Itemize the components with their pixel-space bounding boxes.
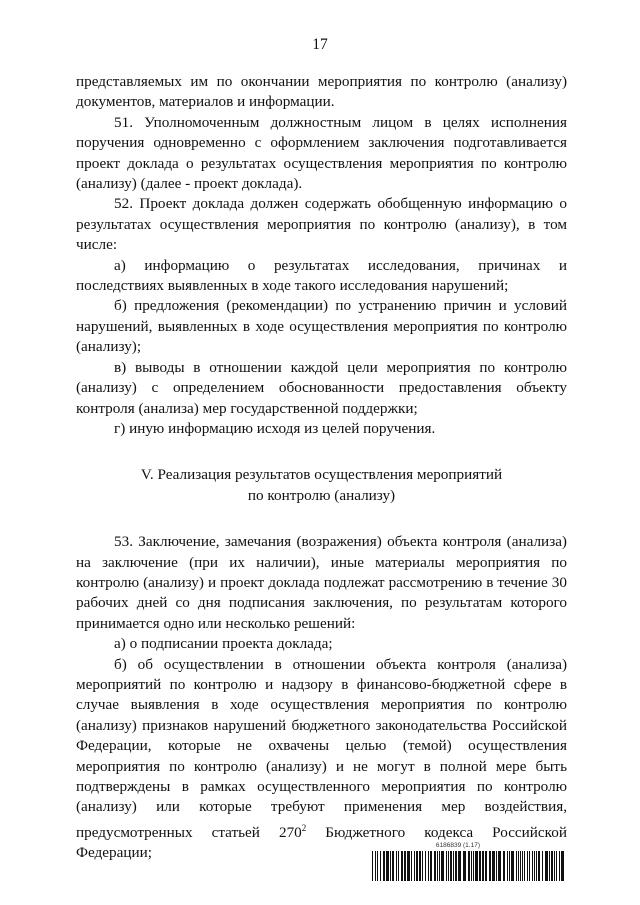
page-number: 17 xyxy=(312,36,328,53)
paragraph-53: 53. Заключение, замечания (возражения) объекта контроля (анализа) на заключение (при их наличии), иные материалы мероприятия по контролю (анализу) и проект доклада подлежат рассмотрению в течение 30 рабочих дней со дня подписания заключения, по результатам которого принимается одно или несколько решений: xyxy=(76,533,567,632)
paragraph-53-b-tail: Бюджетного кодекса Российской Федерации; xyxy=(76,823,568,862)
paragraph-52-a: а) информацию о результатах исследования, причинах и последствиях выявленных в ходе такого исследования нарушений; xyxy=(76,256,567,295)
paragraph-continuation: представляемых им по окончании мероприятия по контролю (анализу) документов, материалов и информации. xyxy=(76,73,567,111)
paragraph-52: 52. Проект доклада должен содержать обобщенную информацию о результатах осуществления мероприятия по контролю (анализу), в том числе: xyxy=(76,195,567,254)
document-body xyxy=(76,72,567,864)
paragraph-53-a: а) о подписании проекта доклада; xyxy=(114,635,333,653)
paragraph-52-v: в) выводы в отношении каждой цели мероприятия по контролю (анализу) с определением обоснованности предоставления объекту контроля (анализа) мер государственной поддержки; xyxy=(76,358,567,417)
barcode xyxy=(372,851,566,881)
paragraph-52-g: г) иную информацию исходя из целей поручения. xyxy=(114,419,436,437)
barcode-code: 6186839 (1.17) xyxy=(435,842,480,849)
paragraph-53-b-text: б) об осуществлении в отношении объекта контроля (анализа) мероприятий по контролю и надзору в финансово-бюджетной сфере в случае выявления в ходе осуществления мероприятия по контролю (анализу) признаков нарушений бюджетного законодательства Российской Федерации, которые не охвачены целью (темой) осуществления мероприятия по контролю (анализу) и не могут в полной мере быть подтверждены в рамках осуществленного мероприятия по контролю (анализу) или которые требуют применения мер воздействия, предусмотренных статьей 270 xyxy=(76,655,567,841)
section-heading-line-1: V. Реализация результатов осуществления мероприятий xyxy=(140,466,503,484)
paragraph-53-b xyxy=(76,655,567,864)
section-heading-line-2: по контролю (анализу) xyxy=(247,486,396,504)
paragraph-51: 51. Уполномоченным должностным лицом в целях исполнения поручения одновременно с оформлением заключения подготавливается проект доклада о результатах осуществления мероприятия по контролю (анализу) (далее - проект доклада). xyxy=(76,113,567,193)
paragraph-52-b: б) предложения (рекомендации) по устранению причин и условий нарушений, выявленных в ходе осуществления мероприятия по контролю (анализу); xyxy=(76,297,567,356)
section-heading xyxy=(76,465,567,506)
superscript-2: 2 xyxy=(301,822,307,833)
barcode-graphic xyxy=(372,851,566,881)
barcode-area xyxy=(372,842,566,881)
